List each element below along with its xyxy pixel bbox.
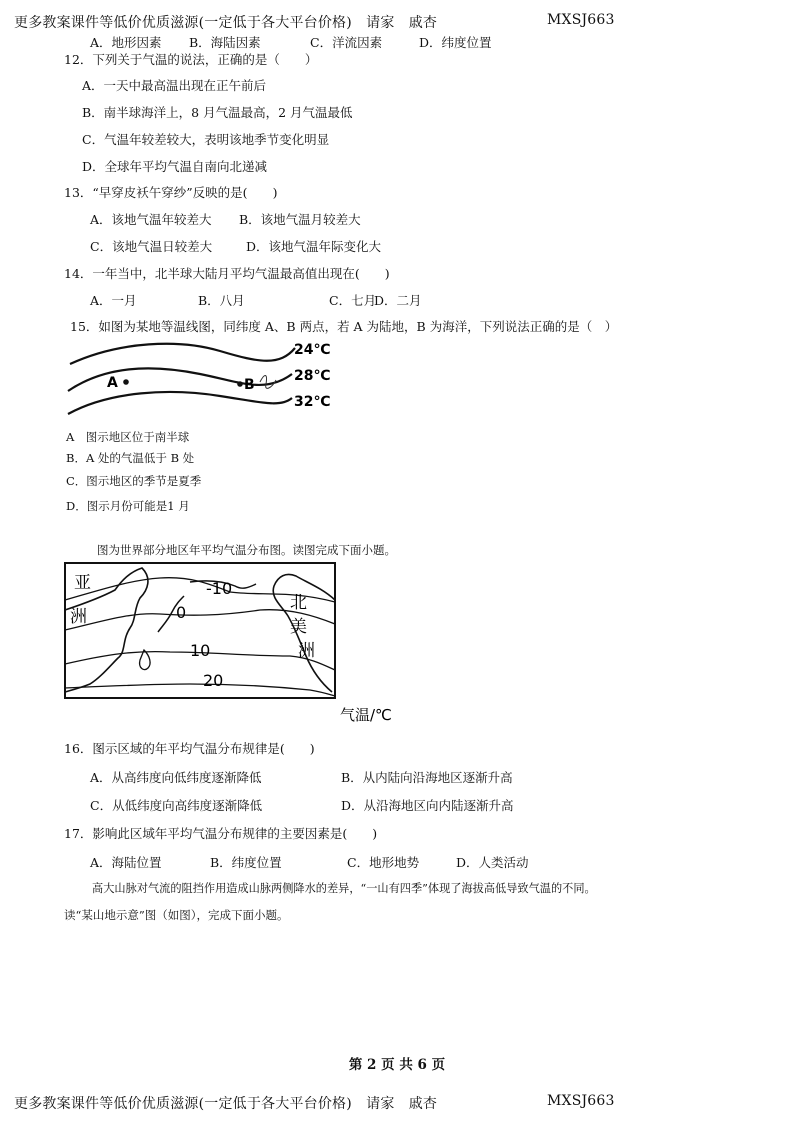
- isotherm-32: [68, 392, 292, 414]
- q11-options: [0, 33, 794, 49]
- q11-option-a: A．地形因素: [90, 35, 162, 50]
- q17-stem: 17．影响此区域年平均气温分布规律的主要因素是( ): [64, 826, 378, 841]
- isotherm-label-10: 10: [190, 641, 211, 660]
- north-america-label-1: 北: [290, 593, 307, 613]
- isotherm-24: [70, 344, 295, 364]
- q14-stem: 14．一年当中，北半球大陆月平均气温最高值出现在( ): [64, 266, 390, 281]
- isotherm-20: [65, 684, 335, 696]
- q16-option-b: B．从内陆向沿海地区逐渐升高: [341, 770, 513, 785]
- q15-option-a: A 图示地区位于南半球: [66, 430, 190, 444]
- q14-option-a: A．一月: [90, 293, 137, 308]
- q11-option-c: C．洋流因素: [310, 35, 383, 50]
- point-b-dot: [237, 381, 243, 387]
- figure2-intro: 图为世界部分地区年平均气温分布图。读图完成下面小题。: [97, 543, 396, 557]
- q12-option-c: C．气温年较差较大，表明该地季节变化明显: [82, 132, 330, 147]
- q13-option-c: C．该地气温日较差大: [90, 239, 213, 254]
- isotherm-label-20: 20: [203, 671, 224, 690]
- q12-stem: 12．下列关于气温的说法，正确的是（ ）: [64, 52, 318, 67]
- q16-option-d: D．从沿海地区向内陆逐渐升高: [341, 798, 514, 813]
- map-legend-label: 气温/℃: [340, 706, 392, 724]
- asia-label-1: 亚: [74, 573, 91, 593]
- q13-options-row1: [0, 210, 794, 226]
- page-number: 第 2 页 共 6 页: [348, 1057, 446, 1073]
- temperature-distribution-map: [60, 560, 400, 724]
- q17-option-b: B．纬度位置: [210, 855, 282, 870]
- q15-option-d: D．图示月份可能是1 月: [66, 499, 190, 513]
- taiwan-island: [140, 650, 150, 670]
- isotherm-label-28: 28℃: [294, 368, 331, 384]
- q14-option-c: C．七月: [329, 293, 377, 308]
- isotherm-28: [68, 368, 292, 391]
- q13-stem: 13．“早穿皮袄午穿纱”反映的是( ): [64, 185, 278, 200]
- q17-option-d: D．人类活动: [456, 855, 529, 870]
- header-text: 更多教案课件等低价优质滋源(一定低于各大平台价格) 请家 戚杏: [14, 15, 438, 31]
- q17-option-c: C．地形地势: [347, 855, 420, 870]
- q11-option-b: B．海陆因素: [189, 35, 261, 50]
- isotherm-label-neg10: -10: [206, 579, 233, 598]
- passage-line-2: 读“某山地示意”图（如图），完成下面小题。: [64, 908, 289, 922]
- q16-option-c: C．从低纬度向高纬度逐渐降低: [90, 798, 263, 813]
- q17-option-a: A．海陆位置: [90, 855, 162, 870]
- page-header: [14, 12, 714, 32]
- point-a-label: A: [107, 375, 118, 391]
- q14-options: [0, 291, 794, 307]
- q15-stem: 15．如图为某地等温线图，同纬度 A、B 两点，若 A 为陆地，B 为海洋，下列说法正确的是（ ）: [70, 319, 618, 334]
- passage-line-1: 高大山脉对气流的阻挡作用造成山脉两侧降水的差异，“一山有四季”体现了海拔高低导致气温的不同。: [92, 882, 596, 895]
- q13-option-b: B．该地气温月较差大: [239, 212, 361, 227]
- page-footer: [14, 1093, 714, 1113]
- q12-option-b: B．南半球海洋上，8 月气温最高，2 月气温最低: [82, 105, 353, 120]
- q16-stem: 16．图示区域的年平均气温分布规律是( ): [64, 741, 315, 756]
- q15-option-c: C．图示地区的季节是夏季: [66, 474, 202, 488]
- q16-options-row2: [0, 796, 794, 812]
- point-b-label: B: [244, 377, 255, 393]
- isotherm-label-24: 24℃: [294, 342, 331, 358]
- isotherm-label-32: 32℃: [294, 394, 331, 410]
- q13-option-d: D．该地气温年际变化大: [246, 239, 382, 254]
- q13-option-a: A．该地气温年较差大: [90, 212, 212, 227]
- point-a-dot: [123, 379, 129, 385]
- isotherm-figure: [60, 336, 360, 420]
- footer-code: MXSJ663: [547, 1093, 615, 1109]
- q16-options-row1: [0, 768, 794, 784]
- footer-text: 更多教案课件等低价优质滋源(一定低于各大平台价格) 请家 戚杏: [14, 1096, 438, 1112]
- header-code: MXSJ663: [547, 12, 615, 28]
- q15-option-b: B．A 处的气温低于 B 处: [66, 451, 195, 465]
- q13-options-row2: [0, 237, 794, 253]
- q14-option-b: B．八月: [198, 293, 245, 308]
- q14-option-d: D．二月: [374, 293, 422, 308]
- asia-label-2: 洲: [70, 607, 87, 627]
- q17-options: [0, 853, 794, 869]
- isotherm-label-0: 0: [176, 603, 187, 622]
- north-america-label-3: 洲: [298, 641, 315, 661]
- q11-option-d: D．纬度位置: [419, 35, 492, 50]
- q12-option-a: A．一天中最高温出现在正午前后: [82, 78, 267, 93]
- north-america-label-2: 美: [290, 617, 307, 637]
- q16-option-a: A．从高纬度向低纬度逐渐降低: [90, 770, 262, 785]
- q12-option-d: D．全球年平均气温自南向北递减: [82, 159, 268, 174]
